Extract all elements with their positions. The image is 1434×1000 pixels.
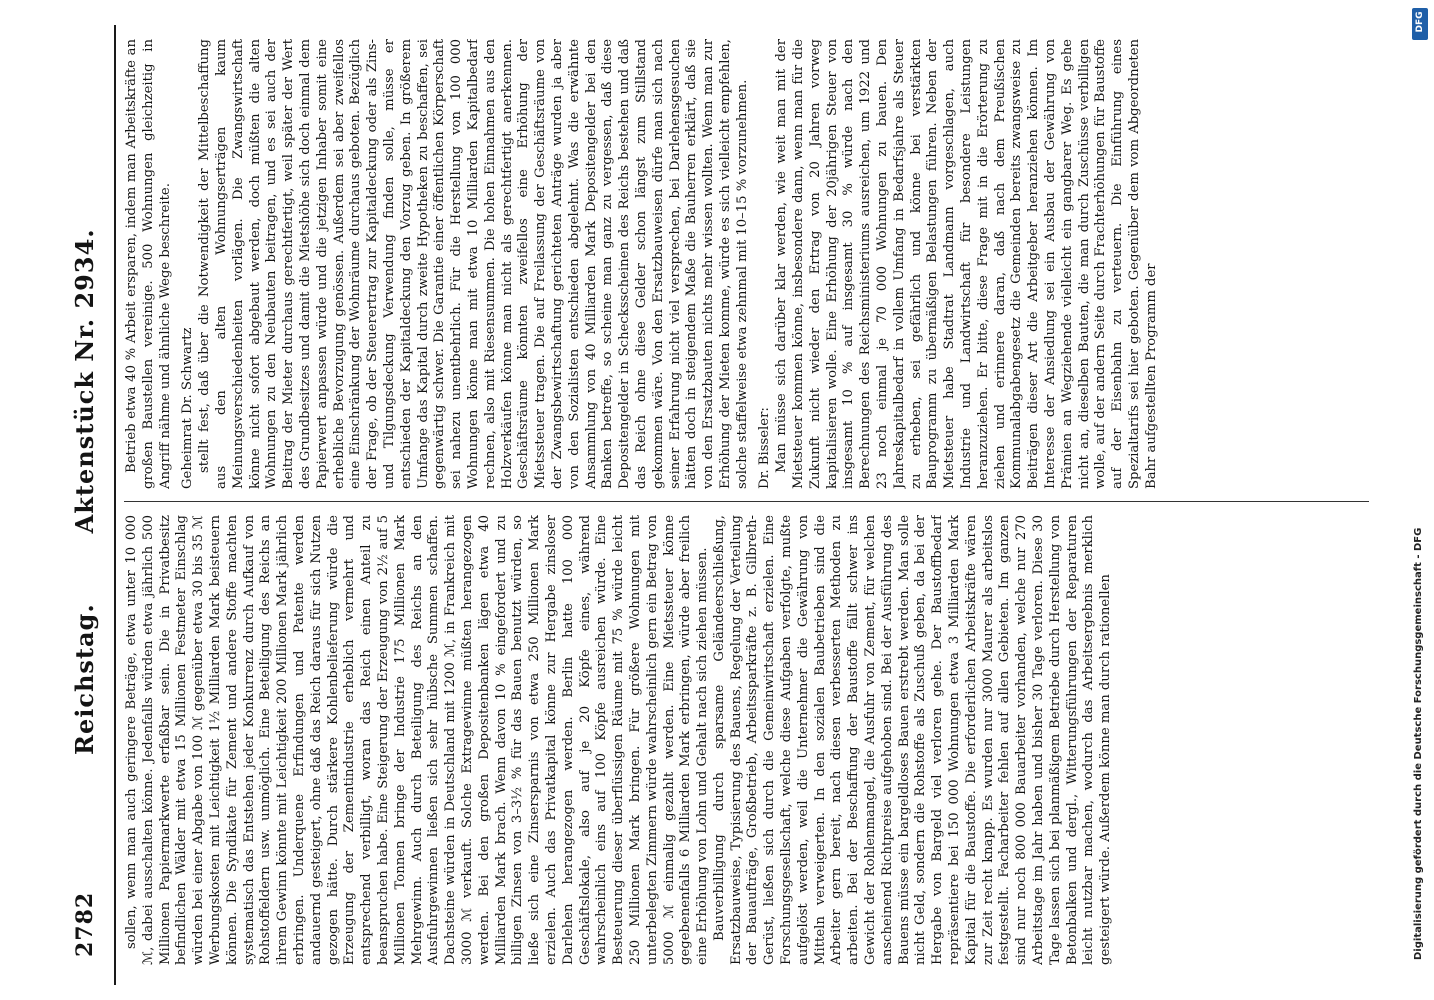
dfg-logo: [1412, 8, 1428, 40]
paragraph: Betrieb etwa 40 % Arbeit ersparen, indem man Arbeitskräfte an großen Baustellen vereinige. 500 Wohnungen gleichzeitig in Angriff nähme und ähnliche Wege beschreite.: [124, 39, 173, 489]
digitization-note-text: Digitalisierung gefördert durch die Deutsche Forschungsgemeinschaft - DFG: [1413, 527, 1424, 960]
page-header-title: [70, 228, 99, 755]
speaker-heading: Geheimrat Dr. Schwartz: [180, 327, 196, 489]
page-number: 2782: [72, 891, 98, 957]
paragraph: stellt fest, daß über die Notwendigkeit der Mittelbeschaffung aus den alten Wohnungserträgen kaum Meinungsverschiedenheiten vorlägen. Die Zwangswirtschaft könne nicht sofort abgebaut werden, doch müßten die alten Wohnungen zu den Neubauten beitragen, und es sei auch der Beitrag der Mieter durchaus gerechtfertigt, weil später der Wert des Grundbesitzes und damit die Mietshöhe sich doch einmal dem Papierwert anpassen würde und die jetzigen Inhaber somit eine erhebliche Bevorzugung genössen. Außerdem sei aber zweifellos eine Einschränkung der Wohnräume durchaus geboten. Bezüglich der Frage, ob der Steuerertrag zur Kapitaldeckung oder als Zins- und Tilgungsdeckung Verwendung finden solle, müsse er entschieden der Kapitaldeckung den Vorzug geben. In größerem Umfange das Kapital durch zweite Hypotheken zu beschaffen, sei gegenwärtig schwer. Die Garantie einer öffentlichen Körperschaft sei nahezu unentbehrlich. Für die Herstellung von 100 000 Wohnungen könne man mit etwa 10 Milliarden Kapitalbedarf rechnen, also mit Riesensummen. Die hohen Einnahmen aus den Holzverkäufen könne man nicht als gerechtfertigt anerkennen. Geschäftsräume könnten zweifellos eine Erhöhung der Mietssteuer tragen. Die auf Freilassung der Geschäftsräume von der Zwangsbewirtschaftung gerichteten Anträge wurden ja aber von den Sozialisten entschieden abgelehnt. Was die erwähnte Ansammlung von 40 Milliarden Mark Depositengelder bei den Banken betreffe, so scheine man ganz zu vergessen, daß diese Depositengelder in Schecksscheinen des Reichs bestehen und daß das Reich ohne diese Gelder schon längst zum Stillstand gekommen wäre. Von den Ersatzbauweisen dürfe man sich nach seiner Erfahrung nicht viel versprechen, bei Darlehensgesuchen hätten doch in steigendem Maße die Bauherren erklärt, daß sie von den Ersatzbauten nichts mehr wissen wollten. Wenn man zur Erhöhung der Mieten komme, würde es sich vielleicht empfehlen, solche staffelweise etwa zehnmal mit 10–15 % vorzunehmen.: [197, 39, 750, 489]
speaker-heading: Dr. Bisseler:: [757, 407, 773, 489]
paragraph: sollen, wenn man auch geringere Beträge, etwa unter 10 000 ℳ, dabei ausschalten könne. Jedenfalls würden etwa jährlich 500 Millionen Papiermarkwerte erfaßbar sein. Die in Privatbesitz befindlichen Wälder mit etwa 15 Millionen Festmeter Einschlag würden bei einer Abgabe von 100 ℳ gegenüber etwa 30 bis 35 ℳ Werbungskosten mit Leichtigkeit 1½ Milliarden Mark beisteuern können. Die Syndikate für Zement und andere Stoffe machten systematisch das Entstehen jeder Konkurrenz durch Aufkauf von Rohstoffeldern usw. unmöglich. Eine Beteiligung des Reichs an ihrem Gewinn könnte mit Leichtigkeit 200 Millionen Mark jährlich erbringen. Underquene Erfindungen und Patente werden andauernd gesteigert, ohne daß das Reich daraus für sich Nutzen gezogen hätte. Durch stärkere Kohlenbelieferung würde die Erzeugung der Zementindustrie erheblich vermehrt und entsprechend verbilligt, woran das Reich einen Anteil zu beanspruchen habe. Eine Steigerung der Erzeugung von 2½ auf 5 Millionen Tonnen bringe der Industrie 175 Millionen Mark Mehrgewinn. Auch durch Beteiligung des Reichs an den Ausfuhrgewinnen ließen sich sehr hübsche Summen schaffen. Dachsteine würden in Deutschland mit 1200 ℳ, in Frankreich mit 3000 ℳ verkauft. Solche Extragewinne müßten herangezogen werden. Bei den großen Depositenbanken lägen etwa 40 Milliarden Mark brach. Wenn davon 10 % eingefordert und zu billigen Zinsen von 3–3½ % für das Bauen benutzt würden, so ließe sich eine Zinsersparnis von etwa 250 Millionen Mark erzielen. Auch das Privatkapital könne zur Hergabe zinsloser Darlehen herangezogen werden. Berlin hatte 100 000 Geschäftslokale, also auf je 20 Köpfe eines, während wahrscheinlich eins auf 100 Köpfe ausreichen würde. Eine Besteuerung dieser überflüssigen Räume mit 75 % würde leicht 250 Millionen Mark bringen. Für größere Wohnungen mit unterbelegten Zimmern würde wahrscheinlich gern ein Betrag von 5000 ℳ einmalig gezahlt werden. Eine Mietssteuer könne gegebenenfalls 6 Milliarden Mark erbringen, würde aber freilich eine Erhöhung von Lohn und Gehalt nach sich ziehen müssen.: [124, 515, 711, 965]
text-column-left: [124, 515, 1374, 965]
paragraph: Bauverbilligung durch sparsame Geländeerschließung, Ersatzbauweise, Typisierung des Bauens, Regelung der Verteilung der Bauaufträge, Großbetrieb, Arbeitssparkräfte z. B. Gilbreth-Gerüst, ließen sich durch die Gemeinwirtschaft erzielen. Eine Forschungsgesellschaft, welche diese Aufgaben verfolgte, mußte aufgelöst werden, weil die Unternehmer die Gewährung von Mitteln verweigerten. In den sozialen Baubetrieben sind die Arbeiter gern bereit, nach diesen verbesserten Methoden zu arbeiten. Bei der Beschaffung der Baustoffe fällt schwer ins Gewicht der Rohlenmangel, die Ausfuhr von Zement, für welchen anscheinend Richtpreise aufgehoben sind. Bei der Ausführung des Bauens müsse ein bargeldloses Bauen erstrebt werden. Man solle nicht Geld, sondern die Rohstoffe als Zuschuß geben, da bei der Hergabe von Bargeld viel verloren gehe. Der Baustoffbedarf repräsentiere bei 150 000 Wohnungen etwa 3 Milliarden Mark Kapital für die Baustoffe. Die erforderlichen Arbeitskräfte wären zur Zeit recht knapp. Es wurden nur 3000 Maurer als arbeitslos festgestellt. Facharbeiter fehlen auf allen Gebieten. Im ganzen sind nur noch 800 000 Bauarbeiter vorhanden, welche nur 270 Arbeitstage im Jahr haben und bisher 30 Tage verloren. Diese 30 Tage lassen sich bei planmäßigem Betriebe durch Herstellung von Betonbalken und dergl., Witterungsführungen der Reparaturen leicht nutzbar machen, wodurch das Arbeitsergebnis merklich gesteigert würde. Außerdem könne man durch rationellen: [711, 515, 1114, 965]
column-divider: [124, 501, 1369, 502]
header-right-title: Aktenstück Nr. 2934.: [70, 228, 99, 534]
document-page: [60, 25, 1390, 985]
text-column-right: [124, 39, 1374, 489]
header-left-title: Reichstag.: [70, 603, 99, 755]
digitization-note: [1410, 10, 1428, 960]
dfg-logo-text: DFG: [1415, 11, 1425, 33]
paragraph: Man müsse sich darüber klar werden, wie weit man mit der Mietsteuer kommen könne, insbesondere dann, wenn man für die Zukunft nicht wieder den Ertrag von 20 Jahren vorweg kapitalisieren wolle. Eine Erhöhung der 20jährigen Steuer von insgesamt 10 % auf insgesamt 30 % würde nach den Berechnungen des Reichsministeriums ausreichen, um 1922 und 23 noch einmal je 70 000 Wohnungen zu bauen. Den Jahreskapitalbedarf in vollem Umfang in Bedarfsjahre als Steuer zu erheben, sei gefährlich und könne bei verstärkten Bauprogramm zu übermäßigen Belastungen führen. Neben der Mietsteuer habe Stadtrat Landmann vorgeschlagen, auch Industrie und Landwirtschaft für besondere Leistungen heranzuziehen. Er bitte, diese Frage mit in die Erörterung zu ziehen und erinnere daran, daß nach dem Preußischen Kommunalabgabengesetz die Gemeinden bereits zwangsweise zu Beiträgen dieser Art die Arbeitgeber heranziehen können. Im Interesse der Ansiedlung sei ein Ausbau der Gewährung von Prämien an Wegziehende vielleicht ein gangbarer Weg. Es gehe nicht an, dieselben Bauten, die man durch Zuschüsse verbilligen wolle, auf der andern Seite durch Frachterhöhungen für Baustoffe auf der Eisenbahn zu verteuern. Die Einführung eines Spezialtarifs sei hier geboten. Gegenüber dem vom Abgeordneten Bahr aufgestellten Programm der: [774, 39, 1159, 489]
page-header: [60, 25, 116, 985]
